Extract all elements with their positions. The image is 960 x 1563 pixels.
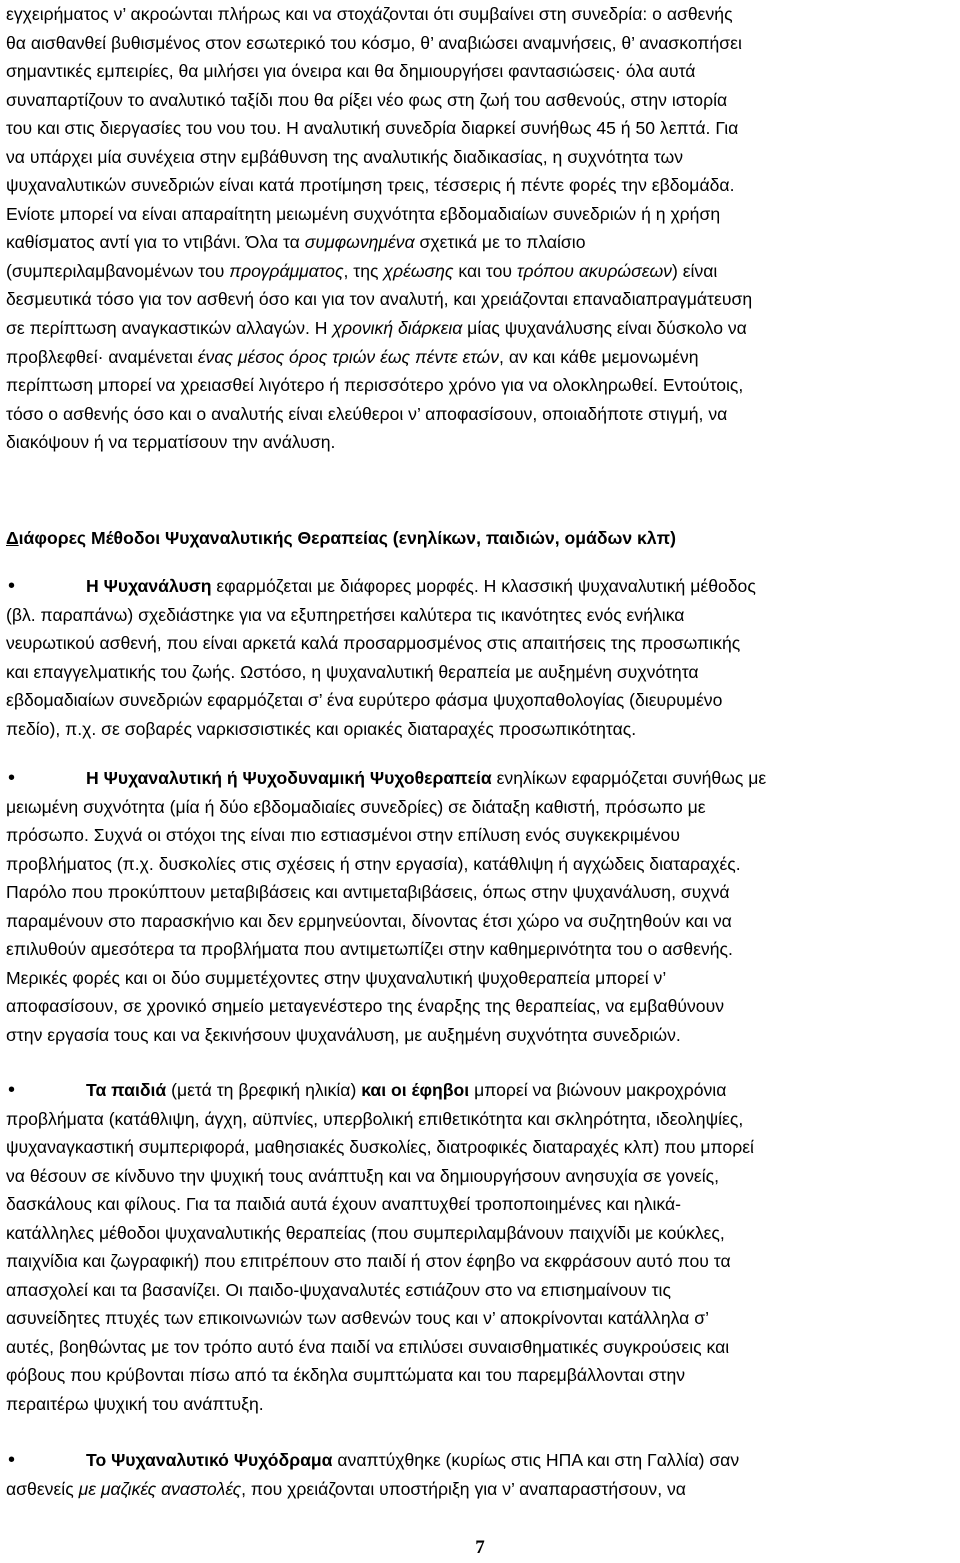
bullet-line bbox=[6, 1076, 950, 1105]
text-line: στην εργασία τους και να ξεκινήσουν ψυχανάλυση, με αυξημένη συχνότητα συνεδριών. bbox=[6, 1024, 681, 1045]
bullet-psychoanalysis bbox=[6, 572, 950, 743]
italic-run: χρέωσης bbox=[383, 260, 454, 281]
italic-run: ένας μέσος όρος τριών έως πέντε ετών bbox=[197, 346, 500, 367]
bullet-dot-icon bbox=[6, 1076, 86, 1105]
bullet-line bbox=[6, 1446, 950, 1475]
bullet-dot-icon bbox=[6, 572, 86, 601]
text-line: συναπαρτίζουν το αναλυτικό ταξίδι που θα ρίξει νέο φως στη ζωή του ασθενούς, στην ιστορία bbox=[6, 89, 728, 110]
text-run: (μετά τη βρεφική ηλικία) bbox=[166, 1080, 362, 1100]
text-line: ψυχαναλυτικών συνεδριών είναι κατά προτίμηση τρεις, τέσσερις ή πέντε φορές την εβδομάδα. bbox=[6, 175, 735, 196]
italic-run: προγράμματος bbox=[229, 260, 344, 281]
italic-run: συμφωνημένα bbox=[304, 232, 415, 253]
text-run: (συμπεριλαμβανομένων του bbox=[6, 260, 230, 281]
text-run: , αν και κάθε μεμονωμένη bbox=[499, 346, 699, 367]
bullet-lead: Το Ψυχαναλυτικό Ψυχόδραμα bbox=[86, 1450, 333, 1470]
heading-first-letter: Δ bbox=[6, 528, 19, 548]
text-line: παιχνίδια και ζωγραφική) που επιτρέπουν στο παιδί ή στον έφηβο να εκφράσουν αυτό που τα bbox=[6, 1251, 731, 1272]
text-run: ασθενείς bbox=[6, 1478, 79, 1499]
text-line: σημαντικές εμπειρίες, θα μιλήσει για όνειρα και θα δημιουργήσει φαντασιώσεις· όλα αυτά bbox=[6, 61, 696, 82]
text-line: περαιτέρω ψυχική του ανάπτυξη. bbox=[6, 1394, 264, 1415]
text-line bbox=[6, 257, 752, 286]
text-run: , που χρειάζονται υποστήριξη για ν’ αναπαραστήσουν, να bbox=[241, 1478, 686, 1499]
text-line: Μερικές φορές και οι δύο συμμετέχοντες στην ψυχαναλυτική ψυχοθεραπεία μπορεί ν’ bbox=[6, 967, 667, 988]
text-line: (βλ. παραπάνω) σχεδιάστηκε για να εξυπηρετήσει καλύτερα τις ικανότητες ενός ενήλικα bbox=[6, 604, 685, 625]
text-line: Ενίοτε μπορεί να είναι απαραίτητη μειωμένη συχνότητα εβδομαδιαίων συνεδριών ή η χρήση bbox=[6, 203, 721, 224]
text-run: εφαρμόζεται με διάφορες μορφές. Η κλασσική ψυχαναλυτική μέθοδος bbox=[211, 576, 756, 596]
text-line: δασκάλους και φίλους. Για τα παιδιά αυτά έχουν αναπτυχθεί τροποποιημένες και ηλικά- bbox=[6, 1194, 682, 1215]
bullet-dot-icon bbox=[6, 1446, 86, 1475]
text-line: να θέσουν σε κίνδυνο την ψυχική τους ανάπτυξη και να δημιουργήσουν ανησυχία σε γονείς, bbox=[6, 1165, 719, 1186]
text-line bbox=[6, 1475, 950, 1504]
text-run: σε περίπτωση αναγκαστικών αλλαγών. Η bbox=[6, 318, 333, 339]
bullet-line bbox=[6, 572, 950, 601]
bullet-lead: Τα παιδιά bbox=[86, 1080, 167, 1100]
text-line: θα αισθανθεί βυθισμένος στον εσωτερικό του κόσμο, θ’ αναβιώσει αναμνήσεις, θ’ ανασκοπήσει bbox=[6, 32, 742, 53]
text-line: εβδομαδιαίων συνεδριών εφαρμόζεται σ’ ένα ευρύτερο φάσμα ψυχοπαθολογίας (διευρυμένο bbox=[6, 690, 723, 711]
text-line: απασχολεί και τα βασανίζει. Οι παιδο-ψυχαναλυτές εστιάζουν στο να επισημαίνουν τις bbox=[6, 1279, 671, 1300]
text-line: δεσμευτικά τόσο για τον ασθενή όσο και για τον αναλυτή, και χρειάζονται επαναδιαπραγμάτευση bbox=[6, 289, 753, 310]
bold-run: και οι έφηβοι bbox=[361, 1080, 470, 1100]
text-line: Παρόλο που προκύπτουν μεταβιβάσεις και αντιμεταβιβάσεις, όπως στην ψυχανάλυση, συχνά bbox=[6, 882, 730, 903]
italic-run: με μαζικές αναστολές bbox=[78, 1478, 242, 1499]
section-heading bbox=[6, 528, 676, 549]
text-line: αποφασίσουν, σε χρονικό σημείο μεταγενέστερο της έναρξης της θεραπείας, να εμβαθύνουν bbox=[6, 996, 724, 1017]
intro-lines bbox=[6, 0, 752, 457]
bullet-lead: Η Ψυχανάλυση bbox=[86, 576, 212, 596]
bullet-line bbox=[6, 764, 950, 793]
text-line: πεδίο), π.χ. σε σοβαρές ναρκισσιστικές και οριακές διαταραχές προσωπικότητας. bbox=[6, 718, 637, 739]
text-line: διακόψουν ή να τερματίσουν την ανάλυση. bbox=[6, 432, 336, 453]
text-run: ) είναι bbox=[671, 260, 718, 281]
text-line: τόσο ο ασθενής όσο και ο αναλυτής είναι ελεύθεροι ν’ αποφασίσουν, οποιαδήποτε στιγμή, να bbox=[6, 403, 728, 424]
text-line: φόβους που κρύβονται πίσω από τα έκδηλα συμπτώματα και του παρεμβάλλονται στην bbox=[6, 1365, 686, 1386]
text-line bbox=[6, 314, 752, 343]
text-run: σχετικά με το πλαίσιο bbox=[414, 232, 586, 253]
text-line: προβλήματος (π.χ. δυσκολίες στις σχέσεις ή στην εργασία), κατάθλιψη ή αγχώδεις διαταραχές. bbox=[6, 853, 741, 874]
text-line: και επαγγελματικής του ζωής. Ωστόσο, η ψυχαναλυτική θεραπεία με αυξημένη συχνότητα bbox=[6, 661, 699, 682]
bullet-lead: Η Ψυχαναλυτική ή Ψυχοδυναμική Ψυχοθεραπεία bbox=[86, 768, 492, 788]
text-run: προβλεφθεί· αναμένεται bbox=[6, 346, 198, 367]
text-line: κατάλληλες μέθοδοι ψυχαναλυτικής θεραπείας (που συμπεριλαμβάνουν παιχνίδι με κούκλες, bbox=[6, 1222, 725, 1243]
text-line: νευρωτικού ασθενή, που είναι αρκετά καλά προσαρμοσμένος στις απαιτήσεις της προσωπικής bbox=[6, 633, 741, 654]
text-line: πρόσωπο. Συχνά οι στόχοι της είναι πιο εστιασμένοι στην επίλυση ενός συγκεκριμένου bbox=[6, 825, 680, 846]
text-line: να υπάρχει μία συνέχεια στην εμβάθυνση της αναλυτικής διαδικασίας, η συχνότητα των bbox=[6, 146, 683, 167]
italic-run: χρονική διάρκεια bbox=[332, 318, 463, 339]
text-line: παραμένουν στο παρασκήνιο και δεν ερμηνεύονται, δίνοντας έτσι χώρο να συζητηθούν και να bbox=[6, 910, 732, 931]
text-line: προβλήματα (κατάθλιψη, άγχη, αϋπνίες, υπερβολική επιθετικότητα και σκληρότητα, ιδεοληψίες, bbox=[6, 1108, 744, 1129]
page-number: 7 bbox=[475, 1537, 485, 1558]
bullet-dot-icon bbox=[6, 764, 86, 793]
text-run: και του bbox=[453, 260, 517, 281]
bullet-psychotherapy bbox=[6, 764, 950, 1049]
text-line: αυτές, βοηθώντας με τον τρόπο αυτό ένα παιδί να επιλύσει συναισθηματικές συγκρούσεις και bbox=[6, 1336, 730, 1357]
text-line bbox=[6, 343, 752, 372]
italic-run: τρόπου ακυρώσεων bbox=[516, 260, 672, 281]
text-line: εγχειρήματος ν’ ακροώνται πλήρως και να στοχάζονται ότι συμβαίνει στη συνεδρία: ο ασθενής bbox=[6, 4, 733, 24]
text-run: καθίσματος αντί για το ντιβάνι. Όλα τα bbox=[6, 232, 305, 253]
text-line: περίπτωση μπορεί να χρειασθεί λιγότερο ή περισσότερο χρόνο για να ολοκληρωθεί. Εντούτοις, bbox=[6, 375, 744, 396]
text-line: μειωμένη συχνότητα (μία ή δύο εβδομαδιαίες συνεδρίες) σε διάταξη καθιστή, πρόσωπο με bbox=[6, 796, 706, 817]
text-run: μίας ψυχανάλυσης είναι δύσκολο να bbox=[462, 318, 747, 339]
bullet-children bbox=[6, 1076, 950, 1419]
text-line bbox=[6, 228, 752, 257]
text-line: ψυχαναγκαστική συμπεριφορά, μαθησιακές δυσκολίες, διατροφικές διαταραχές κλπ) που μπορεί bbox=[6, 1137, 754, 1158]
text-line: επιλυθούν αμεσότερα τα προβλήματα που αντιμετωπίζει στην καθημερινότητα του ο ασθενής. bbox=[6, 939, 733, 960]
text-line: του και στις διεργασίες του νου του. Η αναλυτική συνεδρία διαρκεί συνήθως 45 ή 50 λεπτά. Για bbox=[6, 118, 739, 139]
text-run: αναπτύχθηκε (κυρίως στις ΗΠΑ και στη Γαλλία) σαν bbox=[332, 1450, 740, 1470]
text-run: ενηλίκων εφαρμόζεται συνήθως με bbox=[491, 768, 767, 788]
bullet-psychodrama bbox=[6, 1446, 950, 1503]
heading-text: ιάφορες Μέθοδοι Ψυχαναλυτικής Θεραπείας (ενηλίκων, παιδιών, ομάδων κλπ) bbox=[18, 528, 676, 548]
text-run: , της bbox=[343, 260, 384, 281]
text-run: μπορεί να βιώνουν μακροχρόνια bbox=[469, 1080, 727, 1100]
text-line: ασυνείδητες πτυχές των επικοινωνιών των ασθενών τους και ν’ αποκρίνονται κατάλληλα σ’ bbox=[6, 1308, 709, 1329]
